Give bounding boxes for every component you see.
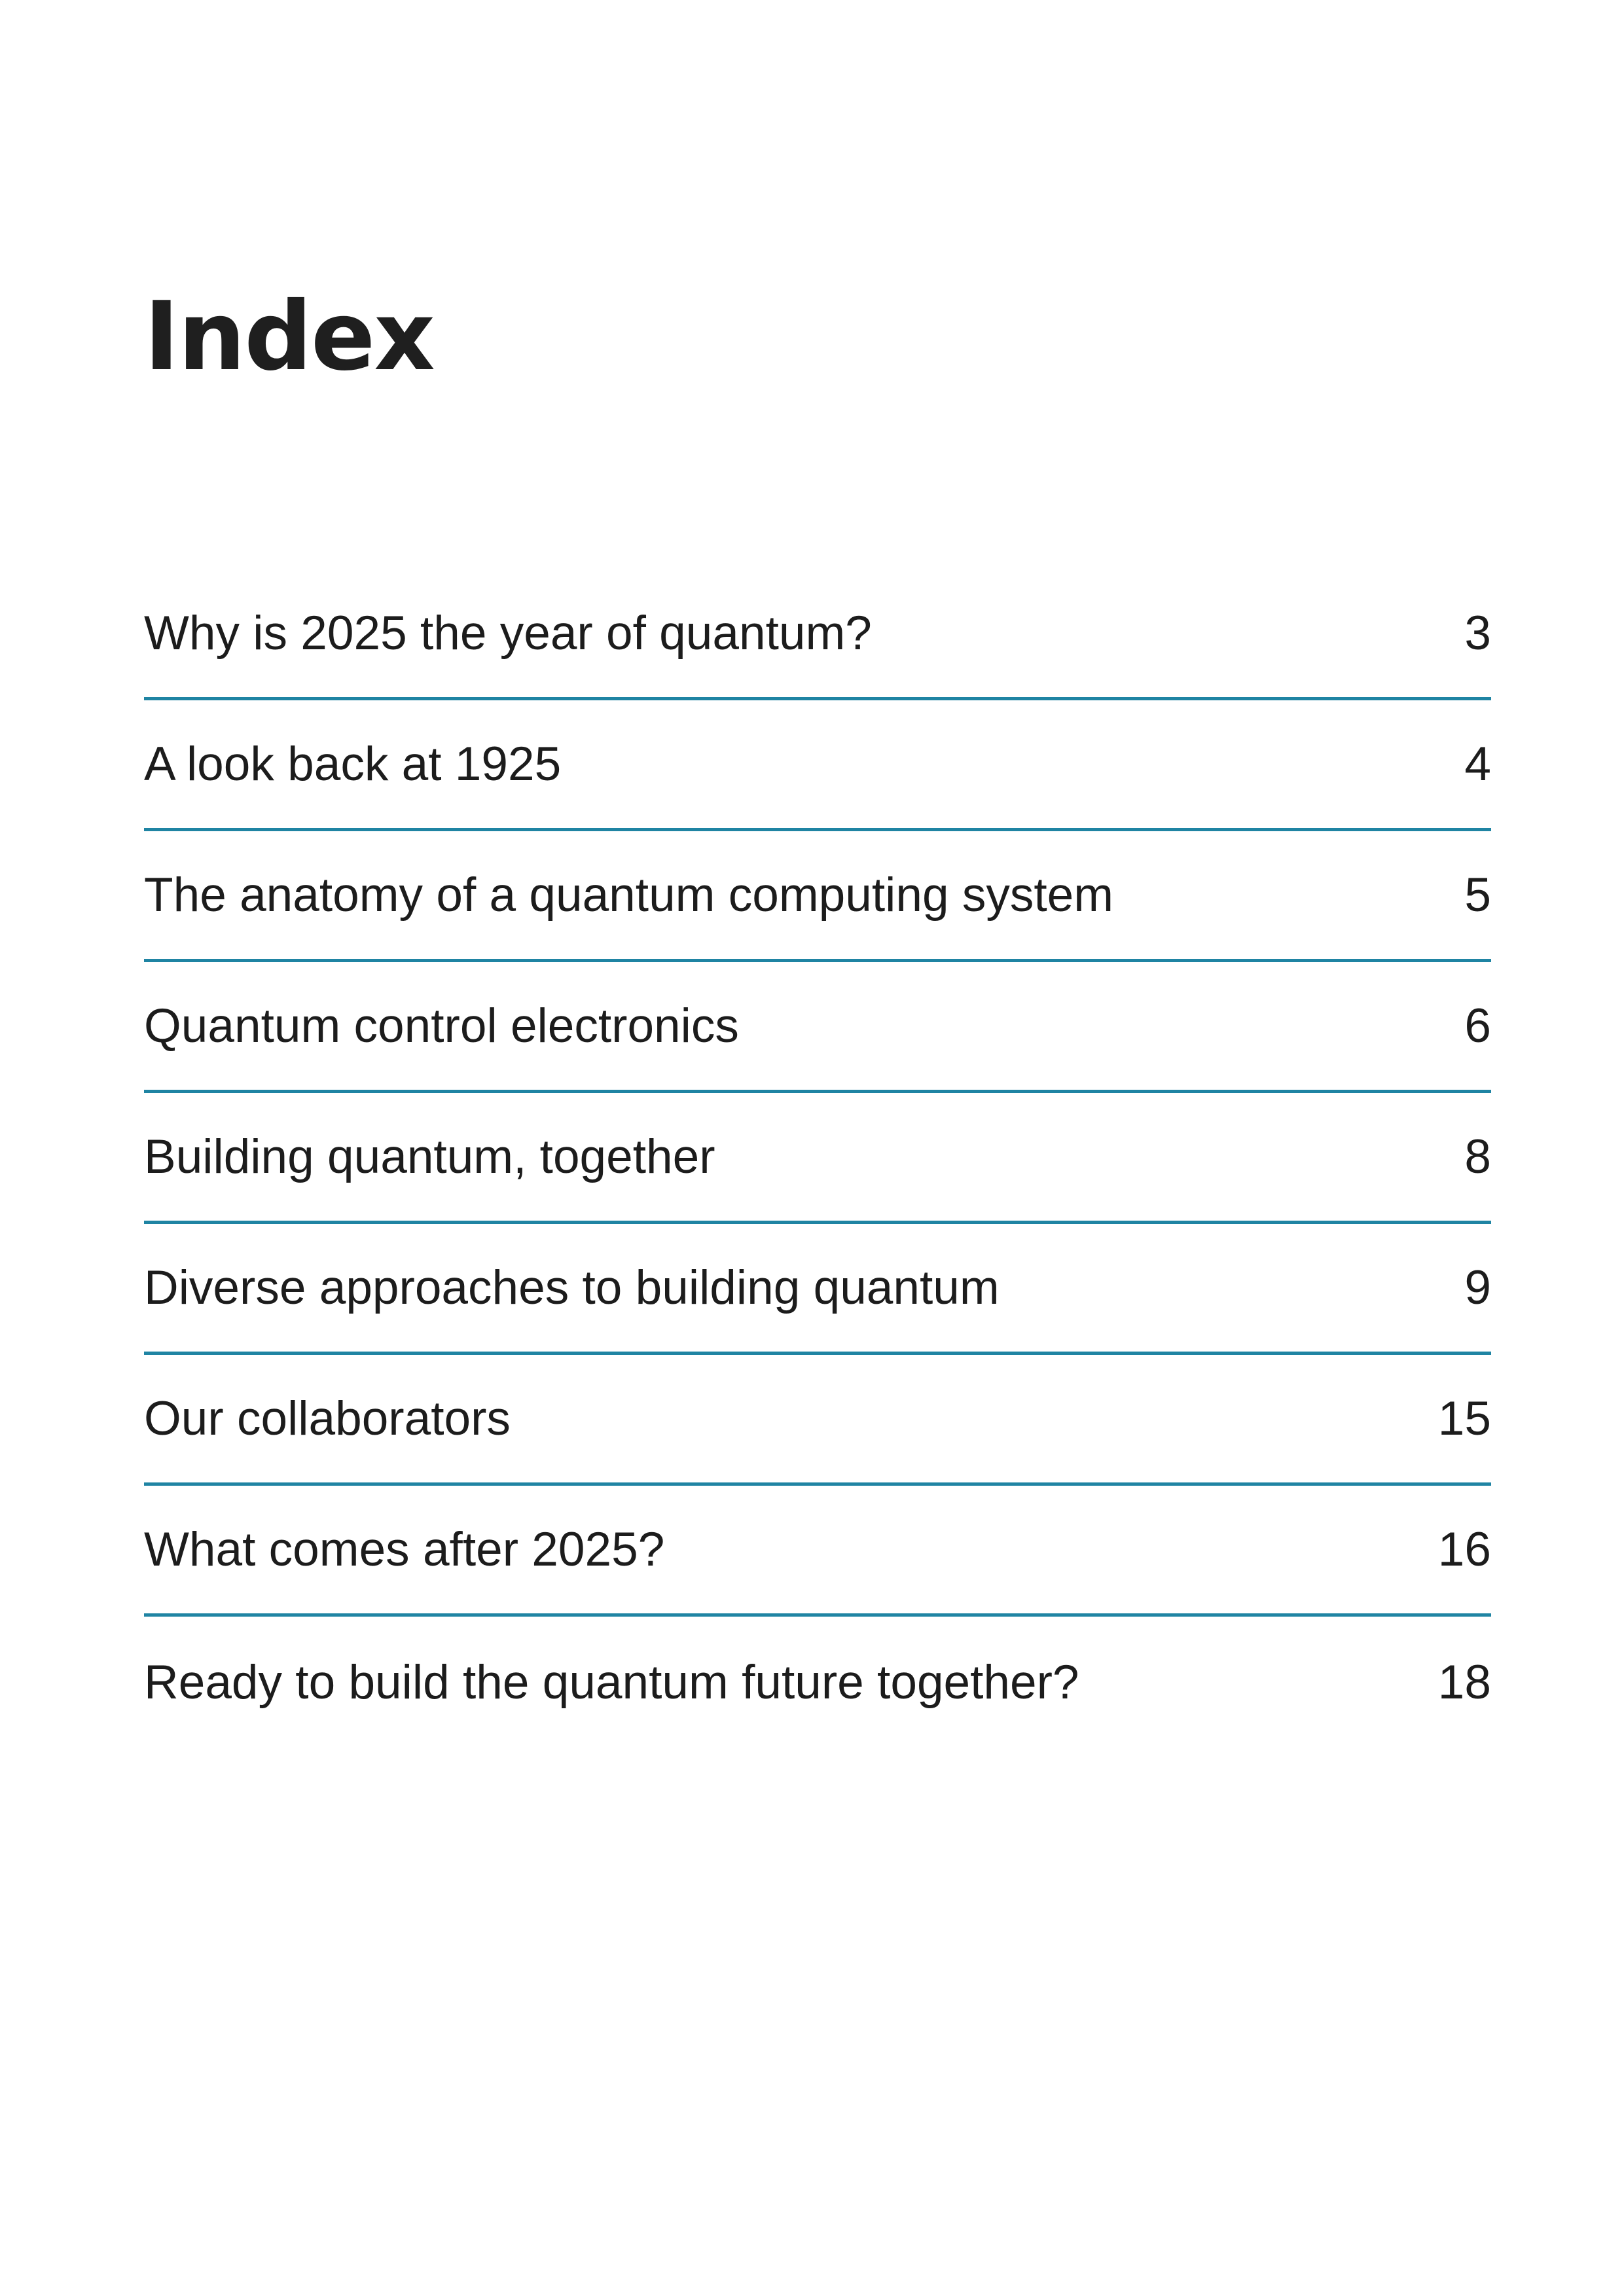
- toc-entry[interactable]: [144, 569, 1491, 700]
- toc-entry-page-number: 4: [1464, 738, 1491, 791]
- toc-entry-page-number: 18: [1437, 1655, 1491, 1709]
- toc-entry-title: Building quantum, together: [144, 1130, 715, 1183]
- toc-entry-page-number: 9: [1464, 1261, 1491, 1314]
- toc-entry-title: The anatomy of a quantum computing system: [144, 869, 1114, 922]
- toc-entry-title: A look back at 1925: [144, 738, 562, 791]
- toc-entry-title: Why is 2025 the year of quantum?: [144, 607, 872, 660]
- toc-entry-title: Ready to build the quantum future together?: [144, 1655, 1079, 1709]
- toc-entry[interactable]: [144, 831, 1491, 962]
- toc-entry[interactable]: [144, 1093, 1491, 1224]
- toc-entry[interactable]: [144, 1486, 1491, 1617]
- toc-entry-page-number: 15: [1437, 1392, 1491, 1445]
- toc-entry-title: What comes after 2025?: [144, 1523, 665, 1576]
- toc-entry-page-number: 8: [1464, 1130, 1491, 1183]
- toc-entry[interactable]: [144, 962, 1491, 1093]
- toc-entry-page-number: 5: [1464, 869, 1491, 922]
- toc-entry-page-number: 16: [1437, 1523, 1491, 1576]
- toc-entry[interactable]: [144, 1355, 1491, 1486]
- toc-entry-page-number: 3: [1464, 607, 1491, 660]
- toc-entry[interactable]: [144, 1617, 1491, 1748]
- toc-entry[interactable]: [144, 1224, 1491, 1355]
- toc-entry-title: Our collaborators: [144, 1392, 511, 1445]
- page-title: Index: [144, 281, 434, 392]
- toc-entry-page-number: 6: [1464, 999, 1491, 1052]
- table-of-contents: [144, 569, 1491, 1748]
- toc-entry[interactable]: [144, 700, 1491, 831]
- toc-entry-title: Diverse approaches to building quantum: [144, 1261, 1000, 1314]
- toc-entry-title: Quantum control electronics: [144, 999, 739, 1052]
